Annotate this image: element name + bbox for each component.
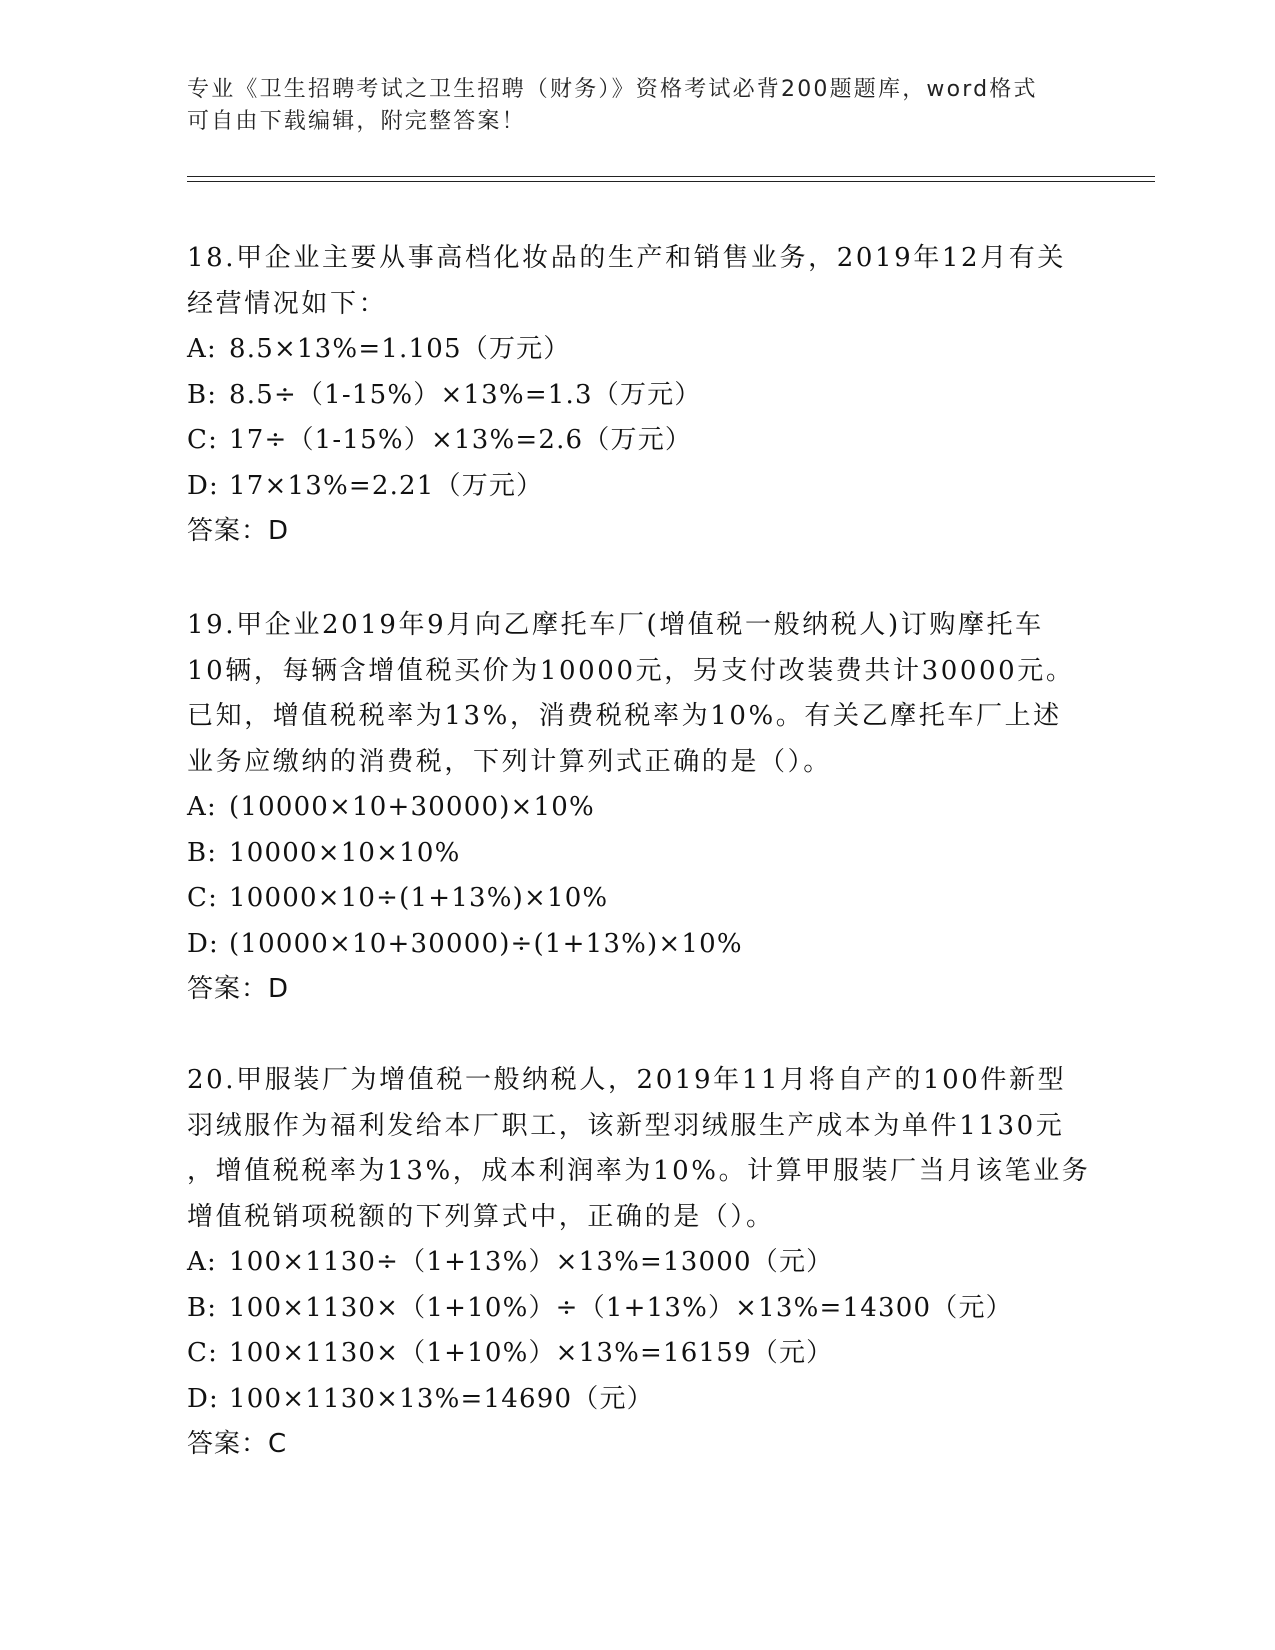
- option-d: [187, 464, 1087, 510]
- header-line-2: 可自由下载编辑，附完整答案！: [187, 109, 526, 134]
- option-key: B:: [187, 379, 218, 410]
- question-stem-line: 20.甲服装厂为增值税一般纳税人，2019年11月将自产的100件新型: [187, 1065, 1067, 1095]
- option-text: 100×1130×（1+10%）×13%=16159（元）: [229, 1338, 834, 1368]
- option-text: (10000×10+30000)÷(1+13%)×10%: [229, 928, 743, 959]
- option-text: 10000×10÷(1+13%)×10%: [229, 883, 609, 913]
- option-b: [187, 373, 1087, 419]
- option-d: [187, 1377, 1087, 1423]
- option-a: [187, 785, 1087, 831]
- header-divider-top: [187, 176, 1155, 177]
- question-stem-line: 经营情况如下：: [187, 288, 388, 319]
- document-header: [187, 74, 1067, 138]
- question-stem-line: 增值税销项税额的下列算式中，正确的是（）。: [187, 1201, 775, 1232]
- question-stem-line: 18.甲企业主要从事高档化妆品的生产和销售业务，2019年12月有关: [187, 243, 1067, 273]
- header-line-1: 专业《卫生招聘考试之卫生招聘（财务）》资格考试必背200题题库，word格式: [187, 77, 1038, 102]
- question-20: [187, 1058, 1091, 1468]
- question-stem-line: 10辆，每辆含增值税买价为10000元，另支付改装费共计30000元。: [187, 655, 1075, 686]
- option-c: [187, 876, 1087, 922]
- option-d: [187, 922, 1087, 968]
- option-a: [187, 1240, 1087, 1286]
- option-text: 100×1130×（1+10%）÷（1+13%）×13%=14300（元）: [229, 1292, 1013, 1323]
- option-text: 100×1130÷（1+13%）×13%=13000（元）: [229, 1247, 834, 1277]
- option-c: [187, 1331, 1087, 1377]
- option-text: 17×13%=2.21（万元）: [229, 470, 544, 501]
- answer-line: 答案：D: [187, 974, 290, 1004]
- option-key: A:: [187, 334, 217, 364]
- option-key: C:: [187, 883, 219, 913]
- option-c: [187, 418, 1087, 464]
- option-text: (10000×10+30000)×10%: [229, 792, 595, 822]
- option-text: 8.5×13%=1.105（万元）: [229, 334, 571, 364]
- question-stem-line: 业务应缴纳的消费税，下列计算列式正确的是（）。: [187, 746, 832, 777]
- option-key: A:: [187, 792, 217, 822]
- option-key: C:: [187, 1338, 219, 1368]
- option-b: [187, 831, 1087, 877]
- question-stem-line: 羽绒服作为福利发给本厂职工，该新型羽绒服生产成本为单件1130元: [187, 1110, 1065, 1141]
- header-divider-bottom: [187, 181, 1155, 182]
- option-key: B:: [187, 1292, 218, 1323]
- option-key: D:: [187, 928, 220, 959]
- option-key: B:: [187, 837, 218, 868]
- question-stem-line: 已知，增值税税率为13%，消费税税率为10%。有关乙摩托车厂上述: [187, 701, 1062, 731]
- option-text: 100×1130×13%=14690（元）: [229, 1383, 654, 1414]
- question-19: [187, 603, 1087, 1013]
- option-b: [187, 1286, 1087, 1332]
- question-18: [187, 236, 1087, 555]
- answer-line: 答案：C: [187, 1429, 288, 1459]
- option-key: D:: [187, 1383, 220, 1414]
- option-key: A:: [187, 1247, 217, 1277]
- option-a: [187, 327, 1087, 373]
- option-key: C:: [187, 425, 219, 455]
- option-text: 17÷（1-15%）×13%=2.6（万元）: [229, 425, 693, 455]
- question-stem-line: ，增值税税率为13%，成本利润率为10%。计算甲服装厂当月该笔业务: [187, 1156, 1091, 1186]
- option-text: 10000×10×10%: [229, 837, 461, 868]
- option-text: 8.5÷（1-15%）×13%=1.3（万元）: [229, 379, 702, 410]
- option-key: D:: [187, 470, 220, 501]
- question-stem-line: 19.甲企业2019年9月向乙摩托车厂(增值税一般纳税人)订购摩托车: [187, 610, 1044, 640]
- answer-line: 答案：D: [187, 516, 290, 546]
